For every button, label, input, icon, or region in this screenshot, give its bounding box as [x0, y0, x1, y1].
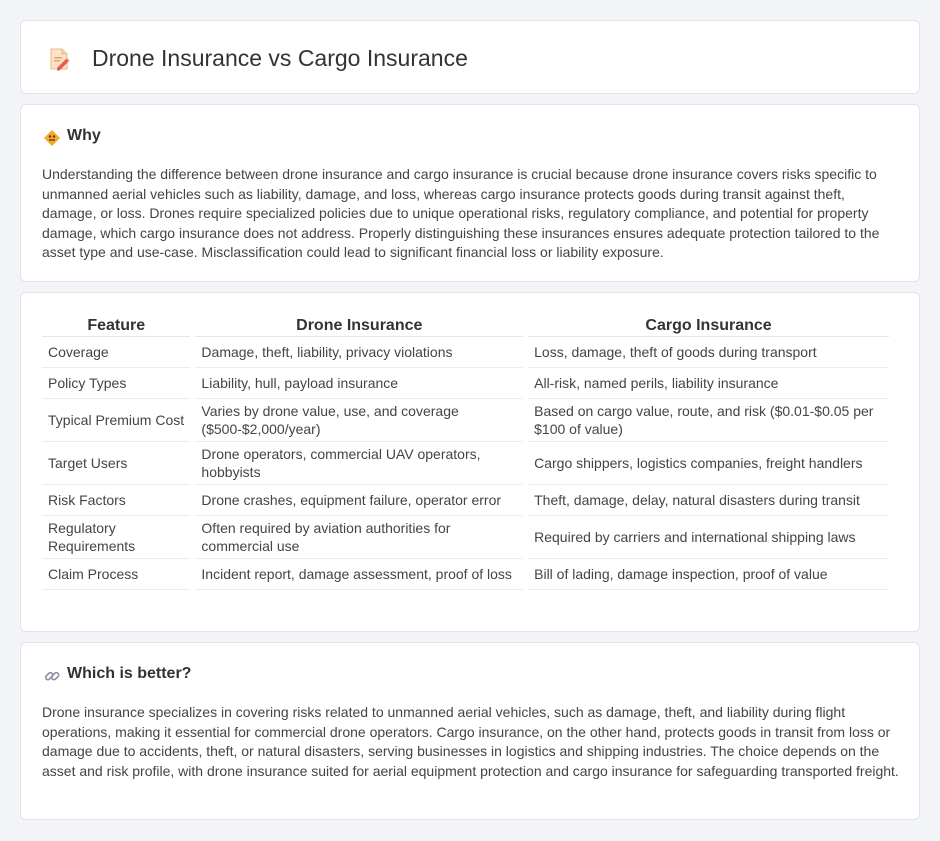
header-feature: Feature — [42, 315, 190, 337]
comparison-section — [20, 292, 920, 632]
row-cargo: All-risk, named perils, liability insurance — [528, 368, 889, 399]
table-row — [42, 442, 889, 485]
row-feature: Claim Process — [42, 559, 190, 590]
header-card — [20, 20, 920, 94]
row-feature: Regulatory Requirements — [42, 516, 190, 559]
comparison-table — [37, 315, 894, 590]
header-drone-insurance: Drone Insurance — [195, 315, 523, 337]
link-icon — [43, 667, 61, 685]
row-cargo: Bill of lading, damage inspection, proof of value — [528, 559, 889, 590]
row-cargo: Loss, damage, theft of goods during transport — [528, 337, 889, 368]
row-cargo: Required by carriers and international shipping laws — [528, 516, 889, 559]
why-section — [20, 104, 920, 282]
row-cargo: Based on cargo value, route, and risk ($0.01-$0.05 per $100 of value) — [528, 399, 889, 442]
document-pencil-icon — [47, 47, 71, 71]
row-drone: Liability, hull, payload insurance — [195, 368, 523, 399]
row-feature: Policy Types — [42, 368, 190, 399]
row-cargo: Theft, damage, delay, natural disasters during transit — [528, 485, 889, 516]
row-cargo: Cargo shippers, logistics companies, freight handlers — [528, 442, 889, 485]
row-drone: Often required by aviation authorities for commercial use — [195, 516, 523, 559]
table-row — [42, 485, 889, 516]
which-is-better-section — [20, 642, 920, 820]
row-drone: Varies by drone value, use, and coverage ($500-$2,000/year) — [195, 399, 523, 442]
which-is-better-text: Drone insurance specializes in covering risks related to unmanned aerial vehicles, such as damage, theft, and liability during flight operations, making it essential for commercial drone operators. Cargo insurance, on the other hand, protects goods in transit from loss or damage due to accidents, theft, or natural disasters, serving businesses in logistics and shipping industries. The choice depends on the asset and risk profile, with drone insurance suited for aerial equipment protection and cargo insurance for safeguarding transported freight. — [42, 704, 899, 779]
header-cargo-insurance: Cargo Insurance — [528, 315, 889, 337]
table-row — [42, 337, 889, 368]
row-feature: Typical Premium Cost — [42, 399, 190, 442]
table-row — [42, 559, 889, 590]
table-row — [42, 368, 889, 399]
page-title: Drone Insurance vs Cargo Insurance — [92, 45, 468, 71]
diamond-road-sign-icon — [43, 129, 61, 147]
row-drone: Drone operators, commercial UAV operators, hobbyists — [195, 442, 523, 485]
why-title: Why — [67, 127, 101, 144]
row-feature: Coverage — [42, 337, 190, 368]
why-text: Understanding the difference between drone insurance and cargo insurance is crucial because drone insurance covers risks specific to unmanned aerial vehicles such as liability, damage, and loss, whereas cargo insurance protects goods during transit against theft, damage, or loss. Drones require specialized policies due to unique operational risks, regulatory compliance, and potential for property damage, which cargo insurance does not address. Properly distinguishing these insurances ensures adequate protection tailored to the asset type and use-case. Misclassification could lead to significant financial loss or liability exposure. — [42, 166, 880, 260]
table-header-row — [42, 315, 889, 337]
row-drone: Drone crashes, equipment failure, operator error — [195, 485, 523, 516]
table-row — [42, 516, 889, 559]
row-drone: Incident report, damage assessment, proof of loss — [195, 559, 523, 590]
row-drone: Damage, theft, liability, privacy violations — [195, 337, 523, 368]
row-feature: Target Users — [42, 442, 190, 485]
row-feature: Risk Factors — [42, 485, 190, 516]
table-row — [42, 399, 889, 442]
which-is-better-title: Which is better? — [67, 665, 192, 682]
